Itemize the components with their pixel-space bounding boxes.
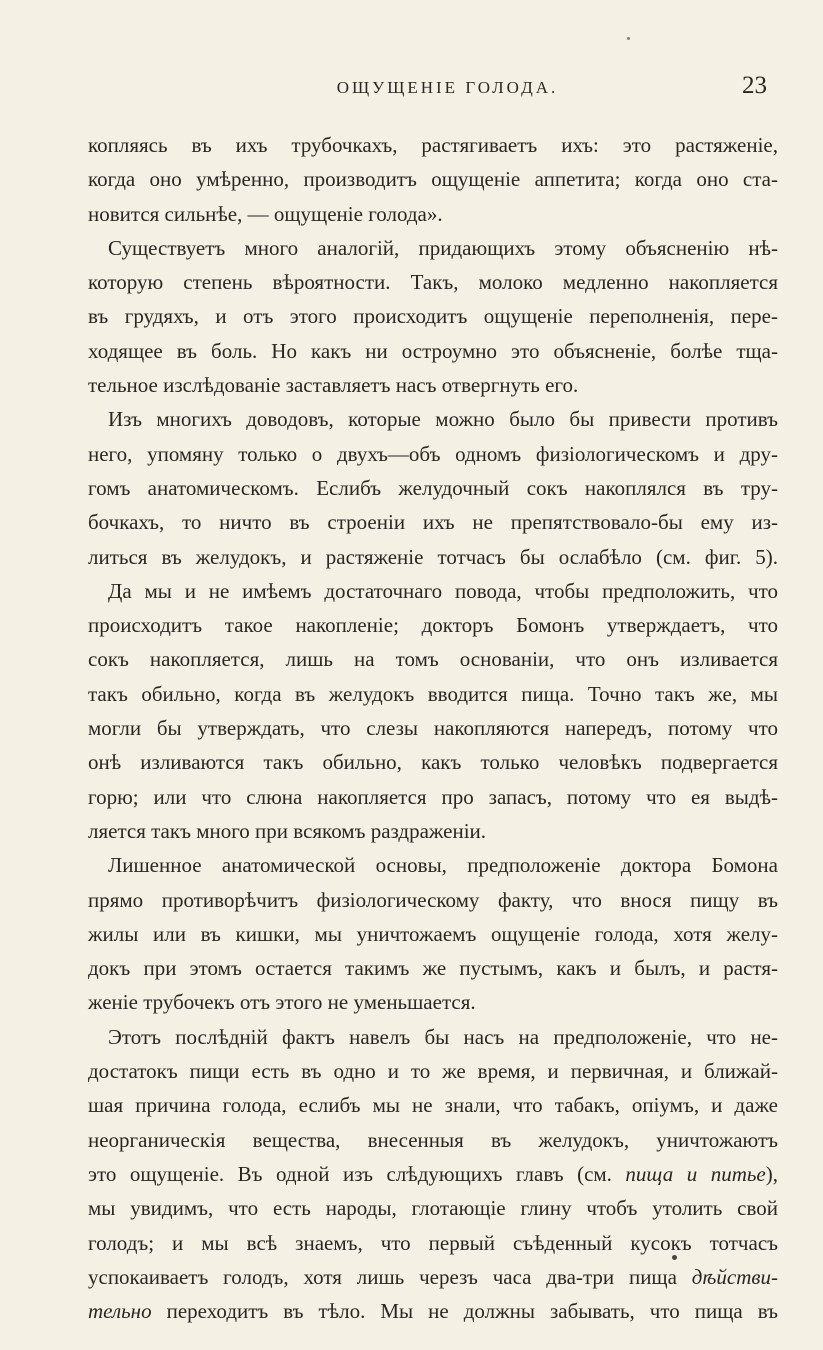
text-line: женіе трубочекъ отъ этого не уменьшается.	[88, 990, 476, 1015]
text-line: него, упомяну только о двухъ—объ одномъ физіологическомъ и дру-	[88, 441, 778, 466]
text-line: новится сильнѣе, — ощущеніе голода».	[88, 201, 443, 226]
text-line: горю; или что слюна накопляется про запасъ, потому что ея выдѣ-	[88, 784, 778, 809]
text-line-with-emphasis	[88, 1294, 778, 1328]
text-line: такъ обильно, когда въ желудокъ вводится пища. Точно такъ же, мы	[88, 681, 778, 706]
text-line-with-reference	[88, 1157, 778, 1191]
text-line: могли бы утверждать, что слезы накопляются напередъ, потому что	[88, 716, 778, 741]
text-line: которую степень вѣроятности. Такъ, молоко медленно накопляется	[88, 270, 778, 295]
text-line: копляясь въ ихъ трубочкахъ, растягиваетъ ихъ: это растяженіе,	[88, 133, 778, 157]
paragraph-first-line: Существуетъ много аналогій, придающихъ этому объясненію нѣ-	[108, 235, 778, 260]
signature-mark	[672, 1255, 677, 1260]
paragraph-first-line: Лишенное анатомической основы, предположеніе доктора Бомона	[108, 853, 778, 878]
text-line: ходящее въ боль. Но какъ ни остроумно это объясненіе, болѣе тща-	[88, 338, 778, 363]
paragraph-first-line: Да мы и не имѣемъ достаточнаго повода, чтобы предположить, что	[108, 578, 778, 603]
text-line: прямо противорѣчитъ физіологическому факту, что внося пищу въ	[88, 887, 778, 912]
italic-reference: пища и питье	[625, 1161, 766, 1186]
text-segment: ),	[765, 1161, 779, 1186]
page-header	[88, 72, 767, 106]
text-line-with-emphasis	[88, 1260, 778, 1294]
text-line: шая причина голода, еслибъ мы не знали, что табакъ, опіумъ, и даже	[88, 1093, 778, 1118]
paper-speck	[627, 37, 630, 40]
body-text	[88, 128, 778, 1328]
text-line: онѣ изливаются такъ обильно, какъ только человѣкъ подвергается	[88, 750, 778, 775]
text-line: гомъ анатомическомъ. Еслибъ желудочный сокъ накоплялся въ тру-	[88, 475, 778, 500]
text-line: въ грудяхъ, и отъ этого происходитъ ощущеніе переполненія, пере-	[88, 304, 778, 329]
text-line: бочкахъ, то ничто въ строеніи ихъ не препятствовало-бы ему из-	[88, 510, 778, 535]
text-line: неорганическія вещества, внесенныя въ желудокъ, уничтожаютъ	[88, 1127, 778, 1152]
italic-emphasis: тельно	[88, 1299, 152, 1324]
text-segment: это ощущеніе. Въ одной изъ слѣдующихъ главъ (см.	[88, 1161, 626, 1186]
text-line: сокъ накопляется, лишь на томъ основаніи, что онъ изливается	[88, 647, 778, 672]
running-head: ОЩУЩЕНІЕ ГОЛОДА.	[336, 78, 559, 97]
text-line: литься въ желудокъ, и растяженіе тотчасъ бы ослабѣло (см. фиг. 5).	[88, 544, 778, 569]
text-line: достатокъ пищи есть въ одно и то же время, и первичная, и ближай-	[88, 1059, 778, 1084]
italic-emphasis: дѣйстви-	[691, 1264, 778, 1289]
text-line: докъ при этомъ остается такимъ же пустымъ, какъ и былъ, и растя-	[88, 956, 778, 981]
text-line: голодъ; и мы всѣ знаемъ, что первый съѣденный кусокъ тотчасъ	[88, 1230, 778, 1255]
paragraph-first-line: Этотъ послѣдній фактъ навелъ бы насъ на предположеніе, что не-	[108, 1024, 778, 1049]
text-line: тельное изслѣдованіе заставляетъ насъ отвергнуть его.	[88, 373, 579, 398]
text-line: ляется такъ много при всякомъ раздраженіи.	[88, 818, 487, 843]
paragraph-first-line: Изъ многихъ доводовъ, которые можно было бы привести противъ	[108, 407, 778, 432]
text-line: происходитъ такое накопленіе; докторъ Бомонъ утверждаетъ, что	[88, 613, 778, 638]
page-number: 23	[742, 72, 767, 99]
text-segment: успокаиваетъ голодъ, хотя лишь черезъ часа два-три пища	[88, 1264, 692, 1289]
text-line: мы увидимъ, что есть народы, глотающіе глину чтобъ утолить свой	[88, 1196, 778, 1221]
text-line: жилы или въ кишки, мы уничтожаемъ ощущеніе голода, хотя желу-	[88, 921, 778, 946]
text-segment: переходитъ въ тѣло. Мы не должны забывать, что пища въ	[151, 1299, 778, 1324]
text-line: когда оно умѣренно, производитъ ощущеніе аппетита; когда оно ста-	[88, 167, 778, 192]
